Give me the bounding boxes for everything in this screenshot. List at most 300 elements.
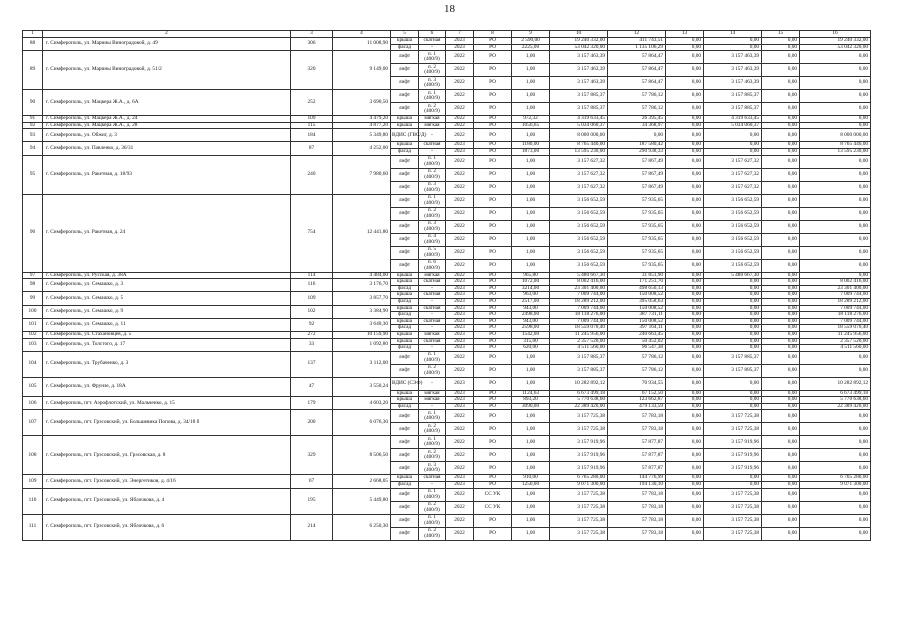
table-row bbox=[23, 475, 871, 482]
table-row bbox=[23, 305, 871, 312]
fund-cell: 0,00 bbox=[666, 410, 704, 423]
work-subtype-cell: - bbox=[419, 148, 446, 155]
cost-2022-cell: 3 157 725,38 bbox=[704, 488, 762, 501]
address-cell: г. Симферополь, ул. Мацкера Ж.А., д. 6А bbox=[43, 90, 291, 116]
year-cell: 2022 bbox=[446, 436, 474, 449]
work-subtype-cell: п. 3 (400/9) bbox=[419, 220, 446, 233]
volume-cell: 1,00 bbox=[512, 64, 550, 77]
address-cell: г. Симферополь, пгт. Аэрофлотский, ул. Мальченко, д. 15 bbox=[43, 397, 291, 410]
cost-cell: 3 156 652,59 bbox=[550, 233, 608, 246]
row-number: 89 bbox=[23, 51, 43, 90]
reserve-cell: 0,00 bbox=[762, 64, 800, 77]
area-total-cell: 240 bbox=[291, 155, 333, 194]
cost-2022-cell: 0,00 bbox=[704, 403, 762, 410]
fund-cell: 0,00 bbox=[666, 168, 704, 181]
row-number: 106 bbox=[23, 397, 43, 410]
address-cell: г. Симферополь, ул. Семашко, д. 11 bbox=[43, 318, 291, 331]
volume-cell: 1,00 bbox=[512, 259, 550, 272]
row-number: 108 bbox=[23, 436, 43, 475]
row-number: 111 bbox=[23, 514, 43, 540]
cost-2023-cell: 7 009 744,00 bbox=[800, 318, 871, 325]
owner-cell: РО bbox=[474, 436, 512, 449]
fund-cell: 0,00 bbox=[666, 514, 704, 527]
table-row bbox=[23, 155, 871, 168]
fund-cell: 0,00 bbox=[666, 142, 704, 149]
row-number: 95 bbox=[23, 155, 43, 194]
volume-cell: 943,00 bbox=[512, 318, 550, 325]
cost-2022-cell: 0,00 bbox=[704, 298, 762, 305]
work-subtype-cell: п. 1 (400/9) bbox=[419, 436, 446, 449]
reserve-cell: 0,00 bbox=[762, 103, 800, 116]
work-subtype-cell: скатная bbox=[419, 305, 446, 312]
work-subtype-cell: п. 5 (400/9) bbox=[419, 246, 446, 259]
work-type-cell: фасад bbox=[391, 325, 419, 332]
fund-cell: 0,00 bbox=[666, 298, 704, 305]
work-subtype-cell: скатная bbox=[419, 38, 446, 45]
volume-cell: 2 590,00 bbox=[512, 38, 550, 45]
area-cell: 7 980,60 bbox=[333, 155, 391, 194]
volume-cell: 1,00 bbox=[512, 155, 550, 168]
table-row bbox=[23, 488, 871, 501]
cost-2022-cell: 0,00 bbox=[704, 279, 762, 286]
owner-cell: РО bbox=[474, 129, 512, 142]
year-cell: 2022 bbox=[446, 181, 474, 194]
cost-2023-cell: 0,00 bbox=[800, 364, 871, 377]
fund-cell: 0,00 bbox=[666, 331, 704, 338]
volume-cell: 3090,00 bbox=[512, 403, 550, 410]
reserve-cell: 0,00 bbox=[762, 410, 800, 423]
reserve-cell: 0,00 bbox=[762, 220, 800, 233]
owner-cell: РО bbox=[474, 338, 512, 345]
year-cell: 2022 bbox=[446, 116, 474, 123]
cost-2023-cell: 0,00 bbox=[800, 122, 871, 129]
cost-cell: 3 157 725,38 bbox=[550, 514, 608, 527]
address-cell: г. Симферополь, пгт. Грэсовский, ул. Большевика Попова, д. 34/18 б bbox=[43, 410, 291, 436]
volume-cell: 965,80 bbox=[512, 272, 550, 279]
volume-cell: 1,00 bbox=[512, 168, 550, 181]
work-type-cell: фасад bbox=[391, 298, 419, 305]
unit-cost-cell: 57 867,49 bbox=[608, 155, 666, 168]
owner-cell: РО bbox=[474, 351, 512, 364]
column-number: 4 bbox=[333, 31, 391, 38]
reserve-cell: 0,00 bbox=[762, 142, 800, 149]
cost-2022-cell: 3 157 885,37 bbox=[704, 364, 762, 377]
reserve-cell: 0,00 bbox=[762, 298, 800, 305]
area-total-cell: 320 bbox=[291, 51, 333, 90]
fund-cell: 0,00 bbox=[666, 449, 704, 462]
work-type-cell: лифт bbox=[391, 527, 419, 540]
cost-2022-cell: 0,00 bbox=[704, 142, 762, 149]
cost-2023-cell: 0,00 bbox=[800, 462, 871, 475]
row-number: 94 bbox=[23, 142, 43, 155]
row-number: 104 bbox=[23, 351, 43, 377]
owner-cell: РО bbox=[474, 305, 512, 312]
volume-cell: 972,32 bbox=[512, 116, 550, 123]
owner-cell: РО bbox=[474, 64, 512, 77]
row-number: 90 bbox=[23, 90, 43, 116]
volume-cell: 1873,00 bbox=[512, 148, 550, 155]
cost-2022-cell: 3 157 919,96 bbox=[704, 436, 762, 449]
cost-2022-cell: 5 034 060,37 bbox=[704, 122, 762, 129]
column-number: 2 bbox=[43, 31, 291, 38]
cost-cell: 3 157 919,96 bbox=[550, 436, 608, 449]
work-type-cell: крыша bbox=[391, 142, 419, 149]
year-cell: 2022 bbox=[446, 64, 474, 77]
work-type-cell: лифт bbox=[391, 168, 419, 181]
reserve-cell: 0,00 bbox=[762, 122, 800, 129]
work-subtype-cell: - bbox=[419, 312, 446, 319]
owner-cell: РО bbox=[474, 44, 512, 51]
cost-2023-cell: 0,00 bbox=[800, 51, 871, 64]
year-cell: 2022 bbox=[446, 527, 474, 540]
work-subtype-cell: п. 2 (400/9) bbox=[419, 64, 446, 77]
work-type-cell: лифт bbox=[391, 51, 419, 64]
work-type-cell: лифт bbox=[391, 488, 419, 501]
cost-2023-cell: 6 765 280,00 bbox=[800, 475, 871, 482]
work-type-cell: крыша bbox=[391, 338, 419, 345]
address-cell: г. Симферополь, пгт. Грэсовский, ул. Энергетиков, д. 4/16 bbox=[43, 475, 291, 488]
fund-cell: 0,00 bbox=[666, 207, 704, 220]
area-cell: 3 690,50 bbox=[333, 90, 391, 116]
cost-cell: 3 157 627,32 bbox=[550, 181, 608, 194]
cost-2023-cell: 0,00 bbox=[800, 168, 871, 181]
reserve-cell: 0,00 bbox=[762, 116, 800, 123]
work-subtype-cell: - bbox=[419, 298, 446, 305]
row-number: 96 bbox=[23, 194, 43, 272]
cost-2023-cell: 0,00 bbox=[800, 423, 871, 436]
cost-cell: 3 157 627,32 bbox=[550, 168, 608, 181]
owner-cell: РО bbox=[474, 207, 512, 220]
volume-cell: 1056,65 bbox=[512, 122, 550, 129]
cost-cell: 3 157 463,39 bbox=[550, 77, 608, 90]
work-type-cell: крыша bbox=[391, 279, 419, 286]
area-cell: 8 506,50 bbox=[333, 436, 391, 475]
volume-cell: 1,00 bbox=[512, 514, 550, 527]
cost-2022-cell: 3 156 652,59 bbox=[704, 246, 762, 259]
work-subtype-cell: скатная bbox=[419, 142, 446, 149]
work-subtype-cell: п. 3 (400/9) bbox=[419, 462, 446, 475]
reserve-cell: 0,00 bbox=[762, 345, 800, 352]
address-cell: г. Симферополь, ул. Толстого, д. 17 bbox=[43, 338, 291, 351]
volume-cell: 1,00 bbox=[512, 77, 550, 90]
area-total-cell: 184 bbox=[291, 129, 333, 142]
fund-cell: 0,00 bbox=[666, 482, 704, 489]
year-cell: 2023 bbox=[446, 482, 474, 489]
work-subtype-cell: мягкая bbox=[419, 122, 446, 129]
owner-cell: СС УК bbox=[474, 488, 512, 501]
cost-2023-cell: 0,00 bbox=[800, 103, 871, 116]
area-cell: 4 484,00 bbox=[333, 272, 391, 279]
cost-cell: 3 157 725,38 bbox=[550, 423, 608, 436]
fund-cell: 0,00 bbox=[666, 90, 704, 103]
area-cell: 9 149,00 bbox=[333, 51, 391, 90]
year-cell: 2023 bbox=[446, 377, 474, 390]
reserve-cell: 0,00 bbox=[762, 390, 800, 397]
fund-cell: 0,00 bbox=[666, 403, 704, 410]
work-subtype-cell: - bbox=[419, 377, 446, 390]
year-cell: 2022 bbox=[446, 51, 474, 64]
volume-cell: 1542,00 bbox=[512, 331, 550, 338]
area-cell: 3 176,70 bbox=[333, 279, 391, 292]
volume-cell: 1,00 bbox=[512, 488, 550, 501]
address-cell: г. Симферополь, ул. Стахановцев, д. 5 bbox=[43, 331, 291, 338]
owner-cell: РО bbox=[474, 168, 512, 181]
work-subtype-cell: п. 2 (400/9) bbox=[419, 501, 446, 514]
reserve-cell: 0,00 bbox=[762, 514, 800, 527]
address-cell: г. Симферополь, ул. Русская, д. 38А bbox=[43, 272, 291, 279]
cost-cell: 3 157 725,38 bbox=[550, 488, 608, 501]
area-cell: 12 441,80 bbox=[333, 194, 391, 272]
address-cell: г. Симферополь, ул. Семашко, д. 3 bbox=[43, 279, 291, 292]
volume-cell: 1,00 bbox=[512, 364, 550, 377]
owner-cell: РО bbox=[474, 122, 512, 129]
cost-cell: 10 282 892,12 bbox=[550, 377, 608, 390]
volume-cell: 1,00 bbox=[512, 194, 550, 207]
work-type-cell: крыша bbox=[391, 272, 419, 279]
cost-2023-cell: 0,00 bbox=[800, 246, 871, 259]
fund-cell: 0,00 bbox=[666, 38, 704, 45]
unit-cost-cell: 26 395,45 bbox=[608, 116, 666, 123]
area-total-cell: 214 bbox=[291, 514, 333, 540]
cost-cell: 19 240 332,00 bbox=[550, 38, 608, 45]
fund-cell: 0,00 bbox=[666, 51, 704, 64]
year-cell: 2022 bbox=[446, 259, 474, 272]
cost-cell: 3 157 627,32 bbox=[550, 155, 608, 168]
unit-cost-cell: 57 786,12 bbox=[608, 364, 666, 377]
reserve-cell: 0,00 bbox=[762, 501, 800, 514]
year-cell: 2023 bbox=[446, 312, 474, 319]
row-number: 103 bbox=[23, 338, 43, 351]
work-type-cell: крыша bbox=[391, 318, 419, 325]
address-cell: г. Симферополь, ул. Марины Виноградовой, д. 51/2 bbox=[43, 51, 291, 90]
cost-cell: 3 157 725,38 bbox=[550, 410, 608, 423]
year-cell: 2023 bbox=[446, 331, 474, 338]
fund-cell: 0,00 bbox=[666, 155, 704, 168]
year-cell: 2022 bbox=[446, 501, 474, 514]
fund-cell: 0,00 bbox=[666, 475, 704, 482]
unit-cost-cell: 240 663,45 bbox=[608, 331, 666, 338]
unit-cost-cell: 498 650,13 bbox=[608, 285, 666, 292]
cost-2023-cell: 0,00 bbox=[800, 194, 871, 207]
volume-cell: 893,20 bbox=[512, 397, 550, 404]
reserve-cell: 0,00 bbox=[762, 51, 800, 64]
area-cell: 4 603,20 bbox=[333, 397, 391, 410]
unit-cost-cell: 57 877,87 bbox=[608, 449, 666, 462]
cost-2023-cell: 5 770 638,60 bbox=[800, 397, 871, 404]
owner-cell: РО bbox=[474, 462, 512, 475]
cost-2022-cell: 0,00 bbox=[704, 377, 762, 390]
fund-cell: 0,00 bbox=[666, 181, 704, 194]
unit-cost-cell: 96 547,38 bbox=[608, 345, 666, 352]
work-type-cell: лифт bbox=[391, 207, 419, 220]
unit-cost-cell: 150 008,52 bbox=[608, 292, 666, 299]
cost-cell: 3 157 919,96 bbox=[550, 462, 608, 475]
table-row bbox=[23, 292, 871, 299]
volume-cell: 1,00 bbox=[512, 103, 550, 116]
page-number: 18 bbox=[444, 3, 455, 15]
unit-cost-cell: 57 877,87 bbox=[608, 462, 666, 475]
volume-cell: 1,00 bbox=[512, 449, 550, 462]
cost-2022-cell: 0,00 bbox=[704, 325, 762, 332]
fund-cell: 0,00 bbox=[666, 148, 704, 155]
volume-cell: 1,00 bbox=[512, 423, 550, 436]
unit-cost-cell: 57 867,49 bbox=[608, 181, 666, 194]
year-cell: 2022 bbox=[446, 194, 474, 207]
cost-2023-cell: 13 595 230,00 bbox=[800, 148, 871, 155]
work-subtype-cell: п. 1 (400/9) bbox=[419, 51, 446, 64]
work-subtype-cell: - bbox=[419, 345, 446, 352]
unit-cost-cell: 50 452,02 bbox=[608, 338, 666, 345]
work-subtype-cell: - bbox=[419, 285, 446, 292]
volume-cell: 910,00 bbox=[512, 475, 550, 482]
cost-2022-cell: 3 157 627,32 bbox=[704, 168, 762, 181]
owner-cell: РО bbox=[474, 259, 512, 272]
work-type-cell: лифт bbox=[391, 194, 419, 207]
area-total-cell: 109 bbox=[291, 116, 333, 123]
row-number: 110 bbox=[23, 488, 43, 514]
table-row bbox=[23, 122, 871, 129]
cost-cell: 3 157 919,96 bbox=[550, 449, 608, 462]
reserve-cell: 0,00 bbox=[762, 233, 800, 246]
unit-cost-cell: 387 731,11 bbox=[608, 312, 666, 319]
cost-2022-cell: 3 156 652,59 bbox=[704, 194, 762, 207]
work-subtype-cell: - bbox=[419, 482, 446, 489]
reserve-cell: 0,00 bbox=[762, 259, 800, 272]
fund-cell: 0,00 bbox=[666, 233, 704, 246]
fund-cell: 0,00 bbox=[666, 279, 704, 286]
owner-cell: РО bbox=[474, 246, 512, 259]
row-number: 109 bbox=[23, 475, 43, 488]
area-total-cell: 329 bbox=[291, 436, 333, 475]
column-number: 1 bbox=[23, 31, 43, 38]
cost-cell: 5 034 060,37 bbox=[550, 122, 608, 129]
reserve-cell: 0,00 bbox=[762, 155, 800, 168]
cost-2022-cell: 3 157 885,37 bbox=[704, 351, 762, 364]
work-subtype-cell: - bbox=[419, 129, 446, 142]
reserve-cell: 0,00 bbox=[762, 482, 800, 489]
address-cell: г. Симферополь, ул. Ракетная, д. 24 bbox=[43, 194, 291, 272]
volume-cell: 1,00 bbox=[512, 246, 550, 259]
work-type-cell: лифт bbox=[391, 351, 419, 364]
work-type-cell: лифт bbox=[391, 181, 419, 194]
cost-2022-cell: 0,00 bbox=[704, 397, 762, 404]
cost-cell: 3 157 885,37 bbox=[550, 90, 608, 103]
unit-cost-cell: 479 133,59 bbox=[608, 403, 666, 410]
fund-cell: 0,00 bbox=[666, 259, 704, 272]
column-number: 16 bbox=[800, 31, 871, 38]
owner-cell: СС УК bbox=[474, 501, 512, 514]
reserve-cell: 0,00 bbox=[762, 436, 800, 449]
reserve-cell: 0,00 bbox=[762, 246, 800, 259]
fund-cell: 0,00 bbox=[666, 194, 704, 207]
reserve-cell: 0,00 bbox=[762, 292, 800, 299]
area-total-cell: 33 bbox=[291, 338, 333, 351]
cost-2023-cell: 0,00 bbox=[800, 233, 871, 246]
cost-cell: 18 289 212,00 bbox=[550, 298, 608, 305]
year-cell: 2023 bbox=[446, 397, 474, 404]
cost-cell: 8 002 416,00 bbox=[550, 279, 608, 286]
volume-cell: 1250,00 bbox=[512, 482, 550, 489]
fund-cell: 0,00 bbox=[666, 397, 704, 404]
work-type-cell: фасад bbox=[391, 312, 419, 319]
fund-cell: 0,00 bbox=[666, 345, 704, 352]
work-type-cell: фасад bbox=[391, 44, 419, 51]
unit-cost-cell: 57 783,18 bbox=[608, 488, 666, 501]
reserve-cell: 0,00 bbox=[762, 449, 800, 462]
volume-cell: 1072,00 bbox=[512, 279, 550, 286]
work-type-cell: фасад bbox=[391, 285, 419, 292]
work-subtype-cell: п. 1 (400/9) bbox=[419, 90, 446, 103]
year-cell: 2022 bbox=[446, 122, 474, 129]
reserve-cell: 0,00 bbox=[762, 44, 800, 51]
volume-cell: 1,00 bbox=[512, 436, 550, 449]
row-number: 92 bbox=[23, 122, 43, 129]
year-cell: 2023 bbox=[446, 142, 474, 149]
cost-2023-cell: 2 357 520,00 bbox=[800, 338, 871, 345]
unit-cost-cell: 57 935,65 bbox=[608, 207, 666, 220]
owner-cell: РО bbox=[474, 312, 512, 319]
year-cell: 2022 bbox=[446, 129, 474, 142]
address-cell: г. Симферополь, ул. Семашко, д. 5 bbox=[43, 292, 291, 305]
work-type-cell: лифт bbox=[391, 410, 419, 423]
work-subtype-cell: - bbox=[419, 403, 446, 410]
cost-2022-cell: 3 157 627,32 bbox=[704, 155, 762, 168]
volume-cell: 1,00 bbox=[512, 351, 550, 364]
cost-2022-cell: 0,00 bbox=[704, 292, 762, 299]
volume-cell: 1,00 bbox=[512, 410, 550, 423]
owner-cell: РО bbox=[474, 364, 512, 377]
work-subtype-cell: мягкая bbox=[419, 116, 446, 123]
area-total-cell: 200 bbox=[291, 410, 333, 436]
unit-cost-cell: 57 935,65 bbox=[608, 194, 666, 207]
area-total-cell: 67 bbox=[291, 475, 333, 488]
owner-cell: РО bbox=[474, 410, 512, 423]
cost-2023-cell: 0,00 bbox=[800, 181, 871, 194]
cost-2022-cell: 3 157 919,96 bbox=[704, 462, 762, 475]
reserve-cell: 0,00 bbox=[762, 325, 800, 332]
volume-cell: 1,00 bbox=[512, 527, 550, 540]
fund-cell: 0,00 bbox=[666, 116, 704, 123]
volume-cell: 1,00 bbox=[512, 501, 550, 514]
work-subtype-cell: п. 2 (400/9) bbox=[419, 527, 446, 540]
work-subtype-cell: п. 4 (400/9) bbox=[419, 233, 446, 246]
unit-cost-cell: 57 935,65 bbox=[608, 220, 666, 233]
unit-cost-cell: 144 776,99 bbox=[608, 475, 666, 482]
table-row bbox=[23, 90, 871, 103]
year-cell: 2023 bbox=[446, 305, 474, 312]
cost-2023-cell: 0,00 bbox=[800, 514, 871, 527]
cost-2023-cell: 53 042 320,00 bbox=[800, 44, 871, 51]
area-total-cell: 114 bbox=[291, 272, 333, 279]
cost-cell: 5 770 638,60 bbox=[550, 397, 608, 404]
work-type-cell: лифт bbox=[391, 259, 419, 272]
column-number: 5 bbox=[391, 31, 419, 38]
area-total-cell: 179 bbox=[291, 397, 333, 410]
cost-2023-cell: 8 000 000,00 bbox=[800, 129, 871, 142]
column-number-row bbox=[23, 31, 871, 38]
year-cell: 2023 bbox=[446, 292, 474, 299]
work-type-cell: фасад bbox=[391, 403, 419, 410]
row-number: 107 bbox=[23, 410, 43, 436]
cost-cell: 13 595 230,00 bbox=[550, 148, 608, 155]
volume-cell: 1,00 bbox=[512, 207, 550, 220]
year-cell: 2022 bbox=[446, 77, 474, 90]
cost-2023-cell: 0,00 bbox=[800, 64, 871, 77]
area-total-cell: 116 bbox=[291, 279, 333, 292]
work-subtype-cell: мягкая bbox=[419, 272, 446, 279]
cost-2022-cell: 0,00 bbox=[704, 482, 762, 489]
owner-cell: РО bbox=[474, 345, 512, 352]
